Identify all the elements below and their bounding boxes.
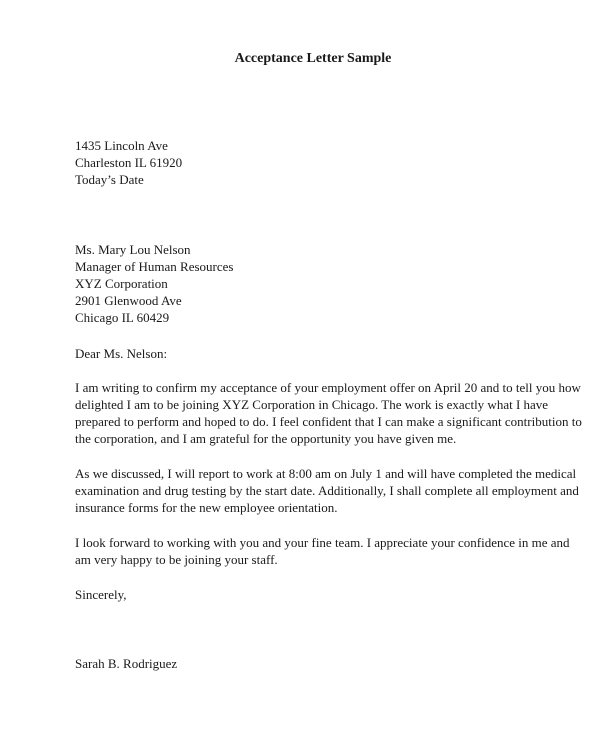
salutation-text: Dear Ms. Nelson: [75, 346, 168, 361]
paragraph-line: prepared to perform and hoped to do. I feel confident that I can make a significant contribution to [75, 414, 582, 429]
recipient-city: Chicago IL 60429 [75, 310, 170, 325]
paragraph-line: insurance forms for the new employee orientation. [75, 500, 338, 515]
recipient-address [75, 241, 575, 326]
paragraph-line: the corporation, and I am grateful for the opportunity you have given me. [75, 431, 457, 446]
salutation [75, 345, 575, 362]
sender-street: 1435 Lincoln Ave [75, 138, 168, 153]
sender-city: Charleston IL 61920 [75, 155, 183, 170]
body-paragraph [75, 379, 582, 447]
signature [75, 655, 575, 672]
letter-date: Today’s Date [75, 172, 144, 187]
recipient-title: Manager of Human Resources [75, 259, 234, 274]
recipient-company: XYZ Corporation [75, 276, 168, 291]
signature-name: Sarah B. Rodriguez [75, 656, 178, 671]
paragraph-line: delighted I am to be joining XYZ Corporation in Chicago. The work is exactly what I have [75, 397, 549, 412]
paragraph-line: As we discussed, I will report to work at 8:00 am on July 1 and will have completed the medical [75, 466, 577, 481]
paragraph-line: I am writing to confirm my acceptance of your employment offer on April 20 and to tell you how [75, 380, 581, 395]
body-paragraph [75, 534, 575, 568]
paragraph-line: I look forward to working with you and your fine team. I appreciate your confidence in me and [75, 535, 570, 550]
closing [75, 586, 575, 603]
sender-address [75, 137, 575, 188]
recipient-street: 2901 Glenwood Ave [75, 293, 182, 308]
body-paragraph [75, 465, 579, 516]
closing-text: Sincerely, [75, 587, 127, 602]
paragraph-line: am very happy to be joining your staff. [75, 552, 278, 567]
recipient-name: Ms. Mary Lou Nelson [75, 242, 191, 257]
document-title: Acceptance Letter Sample [234, 51, 392, 66]
paragraph-line: examination and drug testing by the start date. Additionally, I shall complete all employment and [75, 483, 579, 498]
